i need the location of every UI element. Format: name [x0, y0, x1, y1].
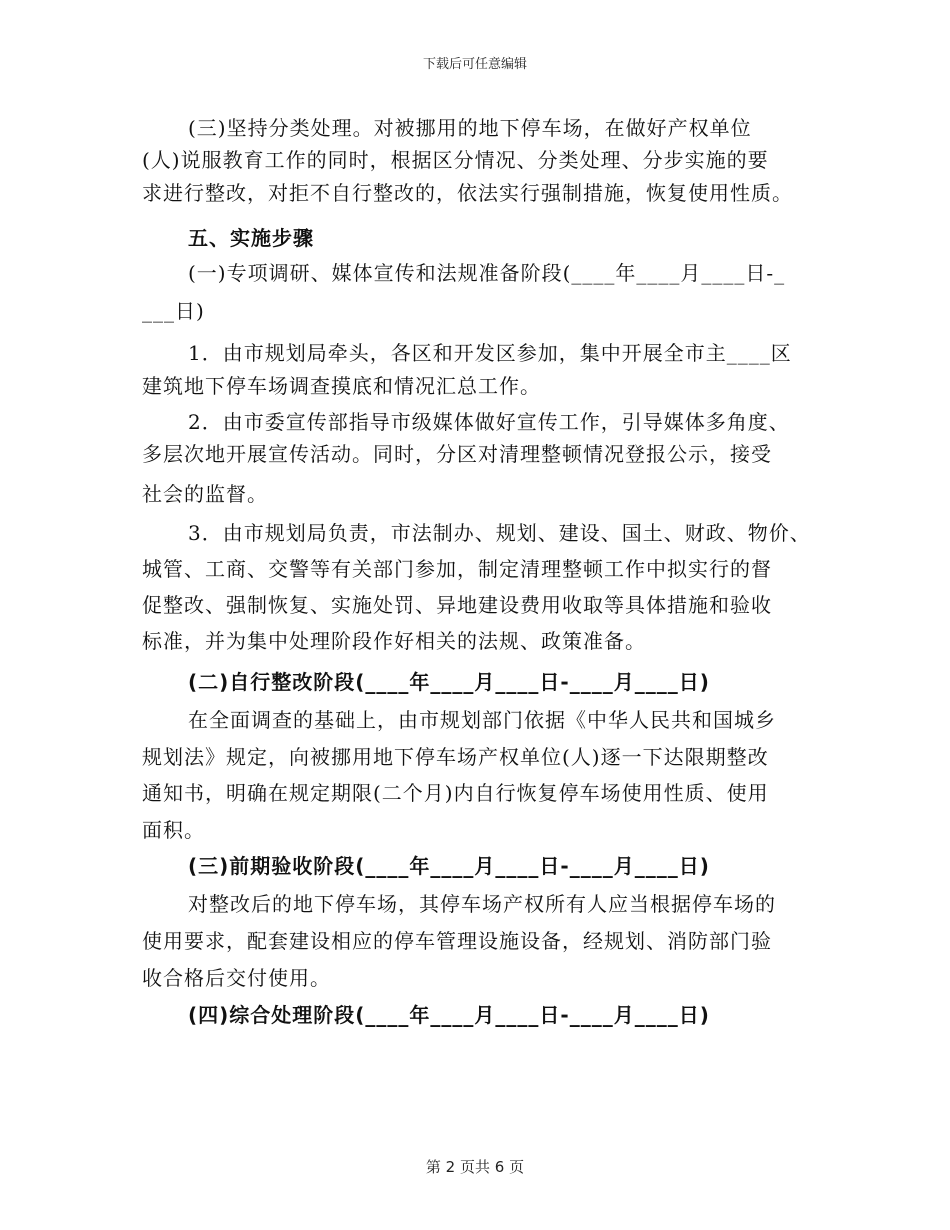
paragraph-line: 收合格后交付使用。 [142, 966, 331, 990]
section-heading: (三)前期验收阶段(____年____月____日-____月____日) [188, 854, 710, 878]
section-heading: (四)综合处理阶段(____年____月____日-____月____日) [188, 1003, 710, 1027]
paragraph-line: 对整改后的地下停车场，其停车场产权所有人应当根据停车场的 [188, 892, 776, 916]
paragraph-line: (一)专项调研、媒体宣传和法规准备阶段(____年____月____日-_ [188, 261, 786, 285]
paragraph-line: 3．由市规划局负责，市法制办、规划、建设、国土、财政、物价、 [188, 521, 811, 545]
section-heading: 五、实施步骤 [188, 226, 314, 250]
paragraph-line: 2．由市委宣传部指导市级媒体做好宣传工作，引导媒体多角度、 [188, 410, 790, 434]
paragraph-line: 通知书，明确在规定期限(二个月)内自行恢复停车场使用性质、使用 [142, 781, 769, 805]
page-header: 下载后可任意编辑 [422, 57, 527, 72]
page-footer: 第 2 页共 6 页 [425, 1158, 525, 1176]
paragraph-line: (人)说服教育工作的同时，根据区分情况、分类处理、分步实施的要 [142, 148, 769, 172]
paragraph-line: (三)坚持分类处理。对被挪用的地下停车场，在做好产权单位 [188, 116, 752, 140]
paragraph-line: 使用要求，配套建设相应的停车管理设施设备，经规划、消防部门验 [142, 929, 772, 953]
paragraph-line: 面积。 [142, 818, 205, 842]
paragraph-line: 建筑地下停车场调查摸底和情况汇总工作。 [142, 374, 541, 398]
paragraph-line: ___日) [142, 299, 205, 323]
paragraph-line: 求进行整改，对拒不自行整改的，依法实行强制措施，恢复使用性质。 [142, 181, 793, 205]
paragraph-line: 1．由市规划局牵头，各区和开发区参加，集中开展全市主____区 [188, 341, 792, 365]
paragraph-line: 标准，并为集中处理阶段作好相关的法规、政策准备。 [142, 629, 646, 653]
paragraph-line: 多层次地开展宣传活动。同时，分区对清理整顿情况登报公示，接受 [142, 442, 772, 466]
section-heading: (二)自行整改阶段(____年____月____日-____月____日) [188, 670, 710, 694]
paragraph-line: 社会的监督。 [142, 482, 268, 506]
paragraph-line: 城管、工商、交警等有关部门参加，制定清理整顿工作中拟实行的督 [142, 557, 772, 581]
paragraph-line: 规划法》规定，向被挪用地下停车场产权单位(人)逐一下达限期整改 [142, 745, 769, 769]
paragraph-line: 促整改、强制恢复、实施处罚、异地建设费用收取等具体措施和验收 [142, 593, 772, 617]
paragraph-line: 在全面调查的基础上，由市规划部门依据《中华人民共和国城乡 [188, 708, 776, 732]
